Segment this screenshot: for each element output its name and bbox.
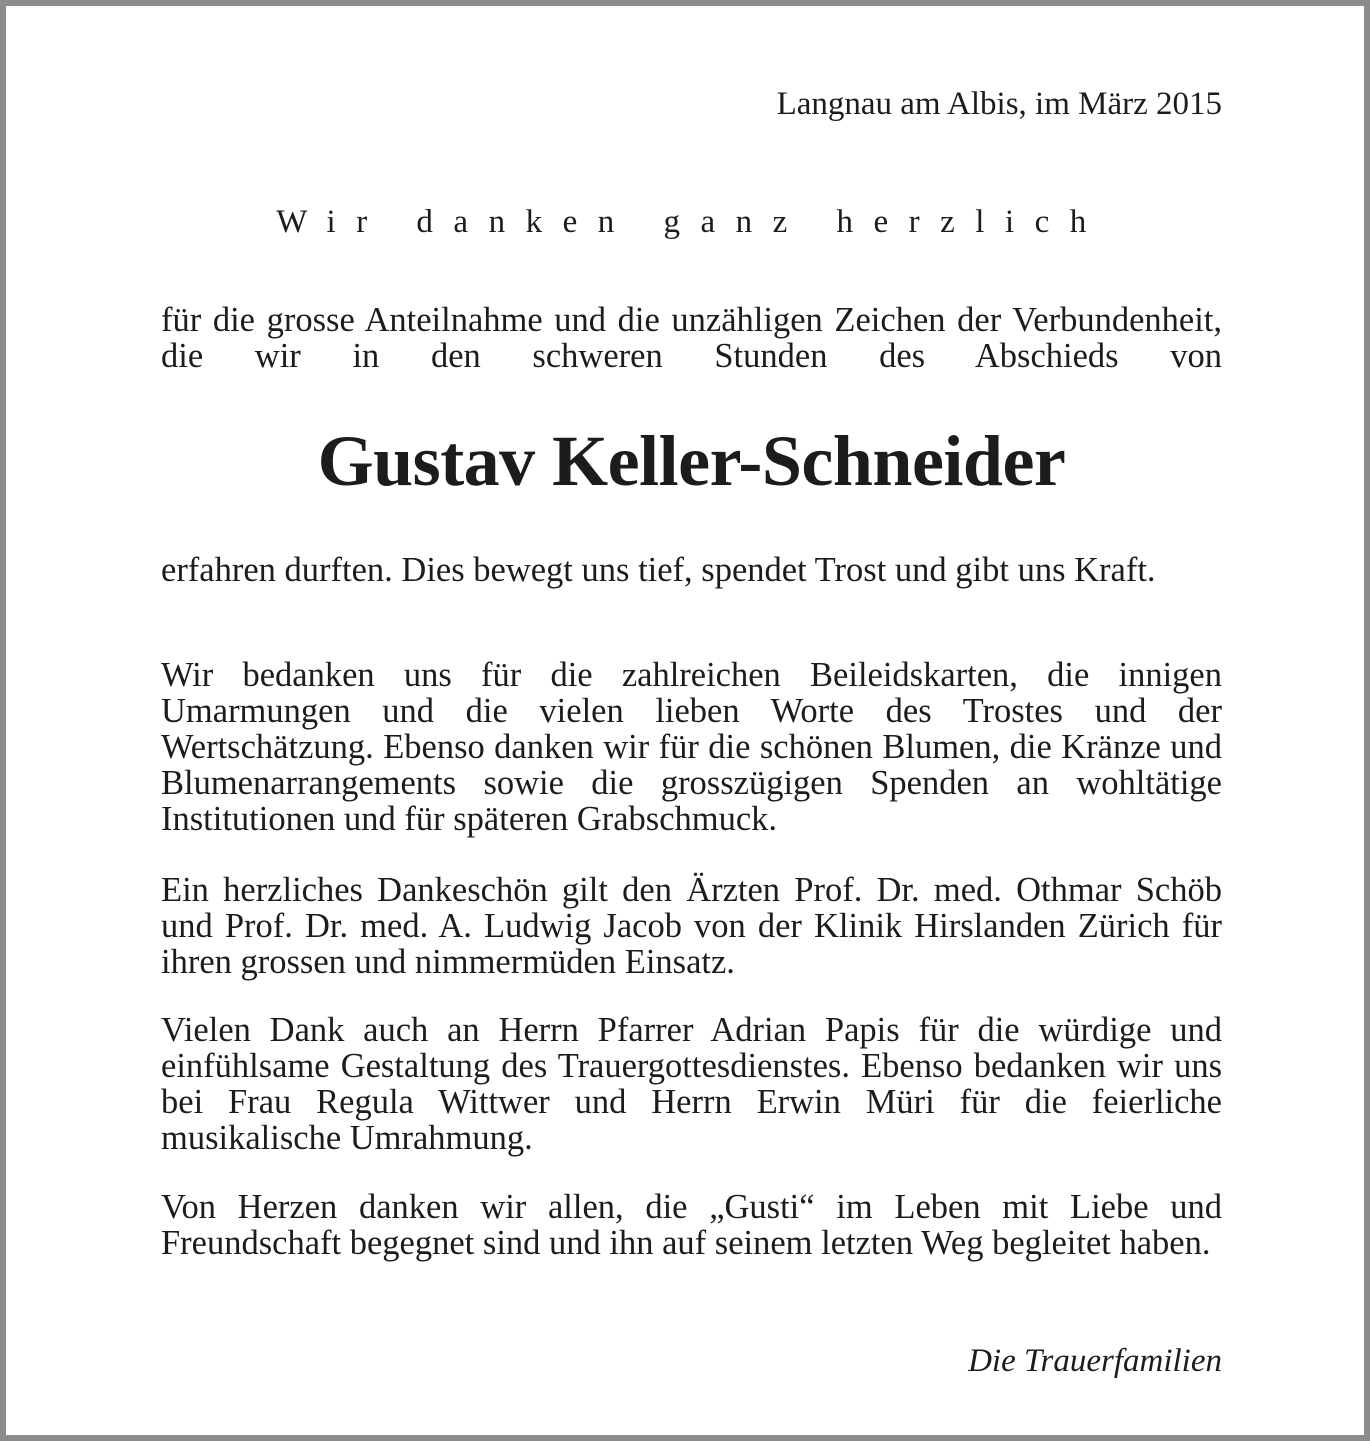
paragraph-closing: Von Herzen danken wir allen, die „Gusti“ im Leben mit Liebe und Freundschaft begegnet sind und ihn auf seinem letzten Weg begleitet haben. <box>161 1188 1222 1262</box>
signature: Die Trauerfamilien <box>968 1343 1222 1379</box>
paragraph-experience: erfahren durften. Dies bewegt uns tief, spendet Trost und gibt uns Kraft. <box>161 551 1156 589</box>
deceased-name: Gustav Keller-Schneider <box>317 421 1066 501</box>
intro-paragraph: für die grosse Anteilnahme und die unzähligen Zeichen der Verbundenheit, die wir in den schweren Stunden des Abschieds von <box>161 301 1222 375</box>
thanks-heading: Wir danken ganz herzlich <box>276 204 1107 240</box>
paragraph-condolences: Wir bedanken uns für die zahlreichen Beileidskarten, die innigen Umarmungen und die vielen lieben Worte des Trostes und der Wertschätzung. Ebenso danken wir für die schönen Blumen, die Kränze und Blumenarrangements sowie die grosszügigen Spenden an wohltätige Institutionen und für späteren Grabschmuck. <box>161 656 1222 838</box>
paragraph-ceremony: Vielen Dank auch an Herrn Pfarrer Adrian Papis für die würdige und einfühlsame Gestaltung des Trauergottesdienstes. Ebenso bedanken wir uns bei Frau Regula Wittwer und Herrn Erwin Müri für die feierliche musikalische Umrahmung. <box>161 1011 1222 1157</box>
place-date: Langnau am Albis, im März 2015 <box>776 86 1222 122</box>
paragraph-doctors: Ein herzliches Dankeschön gilt den Ärzten Prof. Dr. med. Othmar Schöb und Prof. Dr. med. A. Ludwig Jacob von der Klinik Hirslanden Zürich für ihren grossen und nimmermüden Einsatz. <box>161 871 1222 981</box>
